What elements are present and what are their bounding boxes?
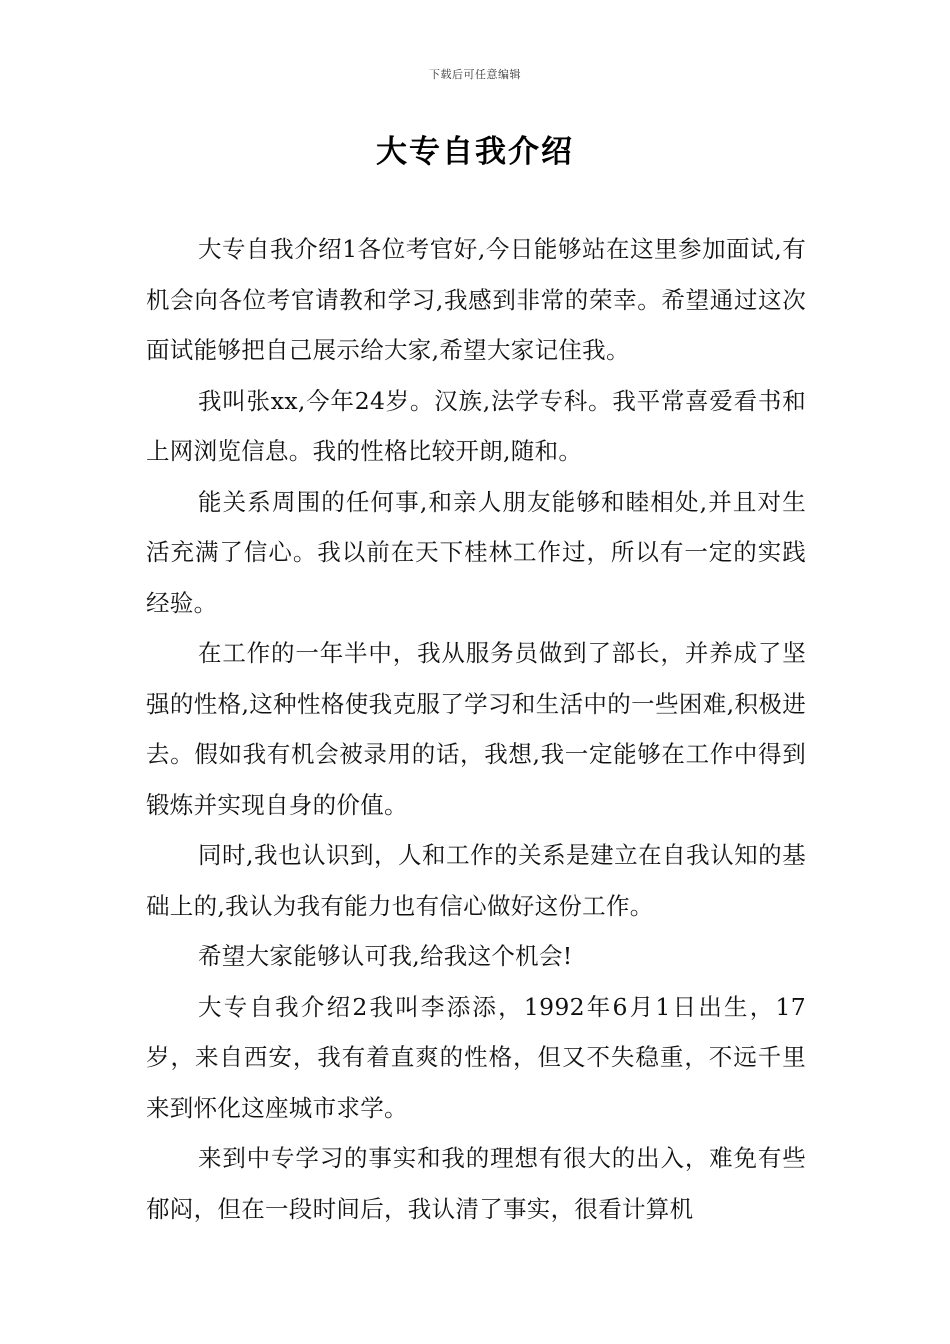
paragraph-6: 希望大家能够认可我,给我这个机会! [198, 942, 573, 970]
paragraph-4: 在工作的一年半中，我从服务员做到了部长，并养成了坚强的性格,这种性格使我克服了学习和生活中的一些困难,积极进去。假如我有机会被录用的话，我想,我一定能够在工作中得到锻炼并实现自身的价值。 [146, 639, 806, 819]
paragraph-5: 同时,我也认识到，人和工作的关系是建立在自我认知的基础上的,我认为我有能力也有信心做好这份工作。 [146, 841, 806, 920]
paragraph-2: 我叫张xx,今年24岁。汉族,法学专科。我平常喜爱看书和上网浏览信息。我的性格比较开朗,随和。 [146, 386, 806, 465]
document-title: 大专自我介绍 [376, 134, 574, 170]
paragraph-1: 大专自我介绍1各位考官好,今日能够站在这里参加面试,有机会向各位考官请教和学习,我感到非常的荣幸。希望通过这次面试能够把自己展示给大家,希望大家记住我。 [146, 235, 806, 364]
paragraph-3: 能关系周围的任何事,和亲人朋友能够和睦相处,并且对生活充满了信心。我以前在天下桂林工作过，所以有一定的实践经验。 [146, 487, 806, 617]
document-body [146, 224, 806, 1234]
paragraph-8: 来到中专学习的事实和我的理想有很大的出入，难免有些郁闷，但在一段时间后，我认清了事实，很看计算机 [146, 1144, 806, 1223]
paragraph-7: 大专自我介绍2我叫李添添，1992年6月1日出生，17岁，来自西安，我有着直爽的性格，但又不失稳重，不远千里来到怀化这座城市求学。 [146, 992, 806, 1122]
header-note: 下载后可任意编辑 [429, 68, 521, 81]
